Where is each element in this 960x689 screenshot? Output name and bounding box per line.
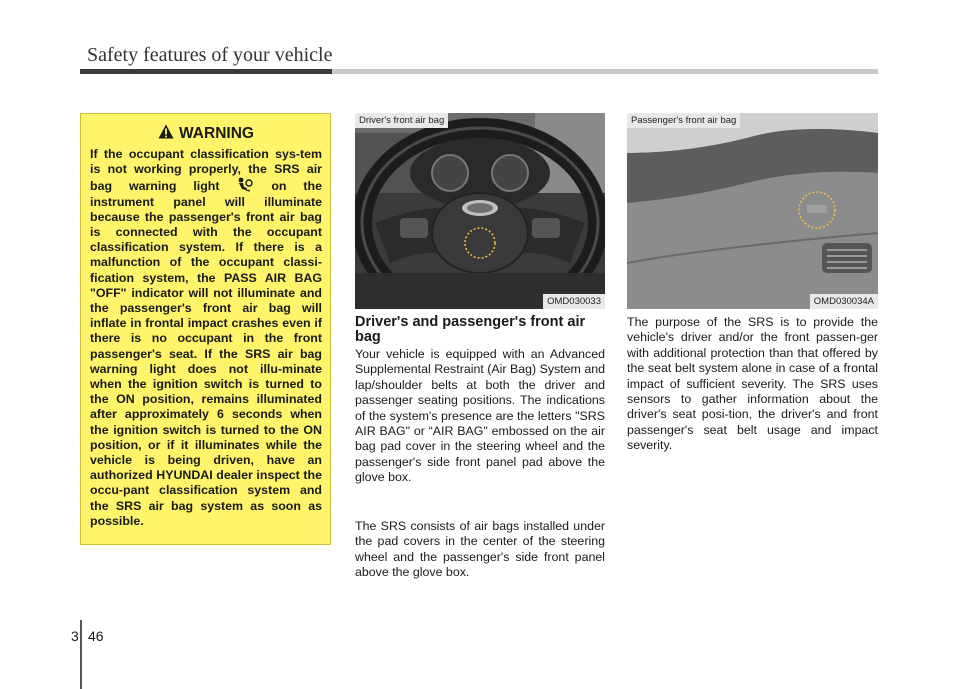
body-paragraph-1: Your vehicle is equipped with an Advanced Supplemental Restraint (Air Bag) System and lap/shoulder belts at both the driver and passenger seating positions. The indications of the system's presence are the letters "SRS AIR BAG" or “AIR BAG" embossed on the air bag pad cover in the steering wheel and the passenger's side front panel pad above the glove box. (355, 347, 605, 485)
page-number: 46 (88, 628, 104, 644)
body-paragraph-2: The SRS consists of air bags installed under the pad covers in the center of the steering wheel and the passenger's side front panel above the glove box. (355, 519, 605, 580)
footer-rule (80, 620, 82, 689)
section-heading: Driver's and passenger's front air bag (355, 314, 586, 345)
warning-text (90, 147, 322, 529)
warning-box (80, 113, 331, 545)
figure-caption-driver: Driver's front air bag (355, 113, 448, 128)
airbag-warning-light-icon (237, 177, 253, 192)
chapter-number: 3 (71, 628, 79, 644)
warning-heading-text: WARNING (179, 125, 254, 142)
warning-text-part-1: If the occupant classification sys-tem is not working properly, the SRS air bag warning light (90, 147, 322, 194)
figure-code-passenger: OMD030034A (810, 294, 878, 309)
driver-airbag-photo (355, 113, 605, 309)
warning-heading (90, 124, 322, 143)
figure-code-driver: OMD030033 (543, 294, 605, 309)
warning-triangle-icon (158, 124, 174, 139)
page-header-title: Safety features of your vehicle (87, 44, 333, 66)
dashboard-illustration (627, 113, 878, 309)
header-rule-accent (80, 69, 332, 74)
warning-text-part-2: on the instrument panel will illuminate because the passenger's front air bag is connected with the occupant classification system. If there is a malfunction of the occupant classi-fication system, the PASS AIR BAG "OFF" indicator will not illuminate and the passenger's front air bag will inflate in frontal impact crashes even if there is no occupant in the front passenger's seat. If the SRS air bag warning light does not illu-minate when the ignition switch is turned to the ON position, remains illuminated after approximately 6 seconds when the ignition switch is turned to the ON position, or if it illuminates while the vehicle is being driven, have an authorized HYUNDAI dealer inspect the occu-pant classification system and the SRS air bag system as soon as possible. (90, 179, 322, 528)
passenger-airbag-photo (627, 113, 878, 309)
steering-wheel-illustration (355, 113, 605, 309)
body-paragraph-3: The purpose of the SRS is to provide the vehicle's driver and/or the front passen-ger with additional protection than that offered by the seat belt system alone in case of a frontal impact of sufficient severity. The SRS uses sensors to gather information about the driver's seat posi-tion, the driver's and front passenger's seat belt usage and impact severity. (627, 315, 878, 453)
figure-caption-passenger: Passenger's front air bag (627, 113, 740, 128)
